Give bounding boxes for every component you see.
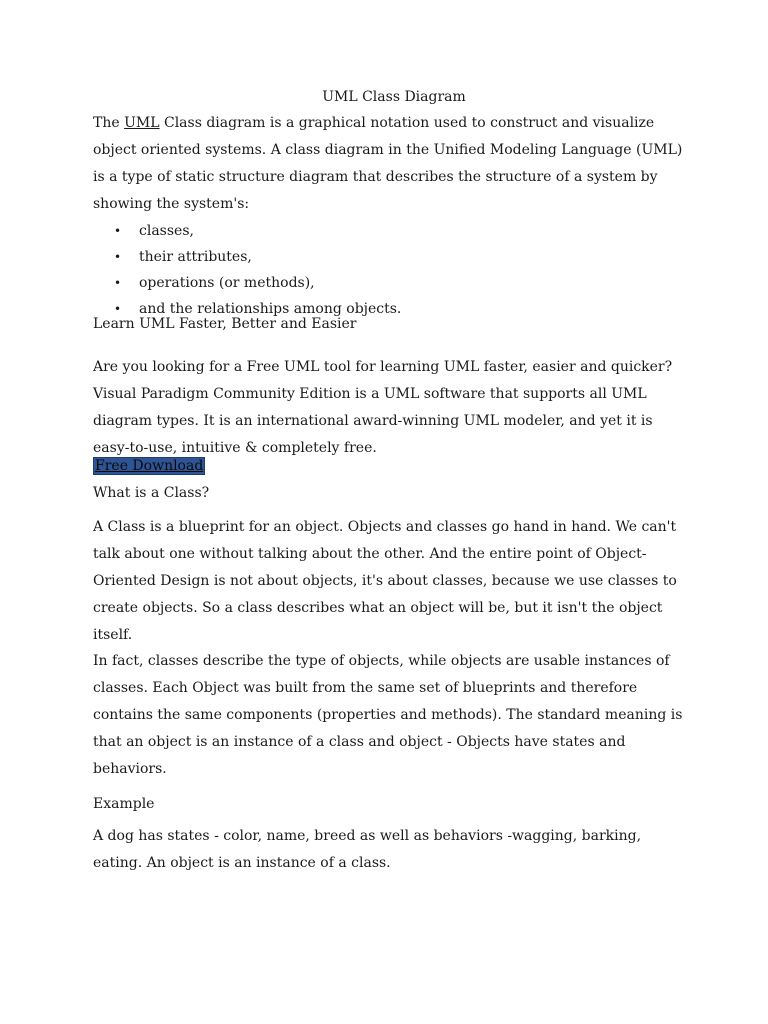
download-row — [93, 456, 683, 476]
promo-paragraph: Are you looking for a Free UML tool for learning UML faster, easier and quicker? Visual Paradigm Community Edition is a UML software that supports all UML diagram types. It is an international award-winning UML modeler, and yet it is easy-to-use, intuitive & completely free. — [93, 359, 673, 456]
bullet-icon: • — [114, 224, 122, 238]
features-list — [93, 218, 683, 322]
list-item-text: and the relationships among objects. — [139, 301, 402, 317]
learn-heading: Learn UML Faster, Better and Easier — [93, 316, 357, 332]
document-page — [93, 86, 683, 877]
bullet-icon: • — [114, 276, 122, 290]
bullet-icon: • — [114, 250, 122, 264]
what-is-class-heading: What is a Class? — [93, 485, 210, 501]
free-download-link[interactable]: Free Download — [95, 458, 204, 474]
document-title: UML Class Diagram — [322, 89, 466, 105]
example-paragraph: A dog has states - color, name, breed as well as behaviors -wagging, barking, eating. An object is an instance of a class. — [93, 828, 642, 871]
intro-paragraph — [93, 110, 683, 218]
uml-link[interactable]: UML — [124, 115, 160, 131]
intro-text-before: The — [93, 115, 125, 131]
spacer — [93, 334, 683, 354]
list-item-text: operations (or methods), — [139, 275, 315, 291]
list-item-text: their attributes, — [139, 249, 252, 265]
list-item — [93, 218, 683, 244]
list-item-text: classes, — [139, 223, 194, 239]
bullet-icon: • — [114, 302, 122, 316]
list-item — [93, 270, 683, 296]
list-item — [93, 296, 683, 322]
class-paragraph: A Class is a blueprint for an object. Objects and classes go hand in hand. We can't talk about one without talking about the other. And the entire point of Object-Oriented Design is not about objects, it's about classes, because we use classes to create objects. So a class describes what an object will be, but it isn't the object itself. — [93, 519, 677, 643]
list-item — [93, 244, 683, 270]
intro-text-after: Class diagram is a graphical notation used to construct and visualize object oriented systems. A class diagram in the Unified Modeling Language (UML) is a type of static structure diagram that describes the structure of a system by showing the system's: — [93, 115, 683, 212]
fact-paragraph: In fact, classes describe the type of objects, while objects are usable instances of classes. Each Object was built from the same set of blueprints and therefore contains the same components (properties and methods). The standard meaning is that an object is an instance of a class and object - Objects have states and behaviors. — [93, 653, 683, 777]
example-heading: Example — [93, 796, 155, 812]
